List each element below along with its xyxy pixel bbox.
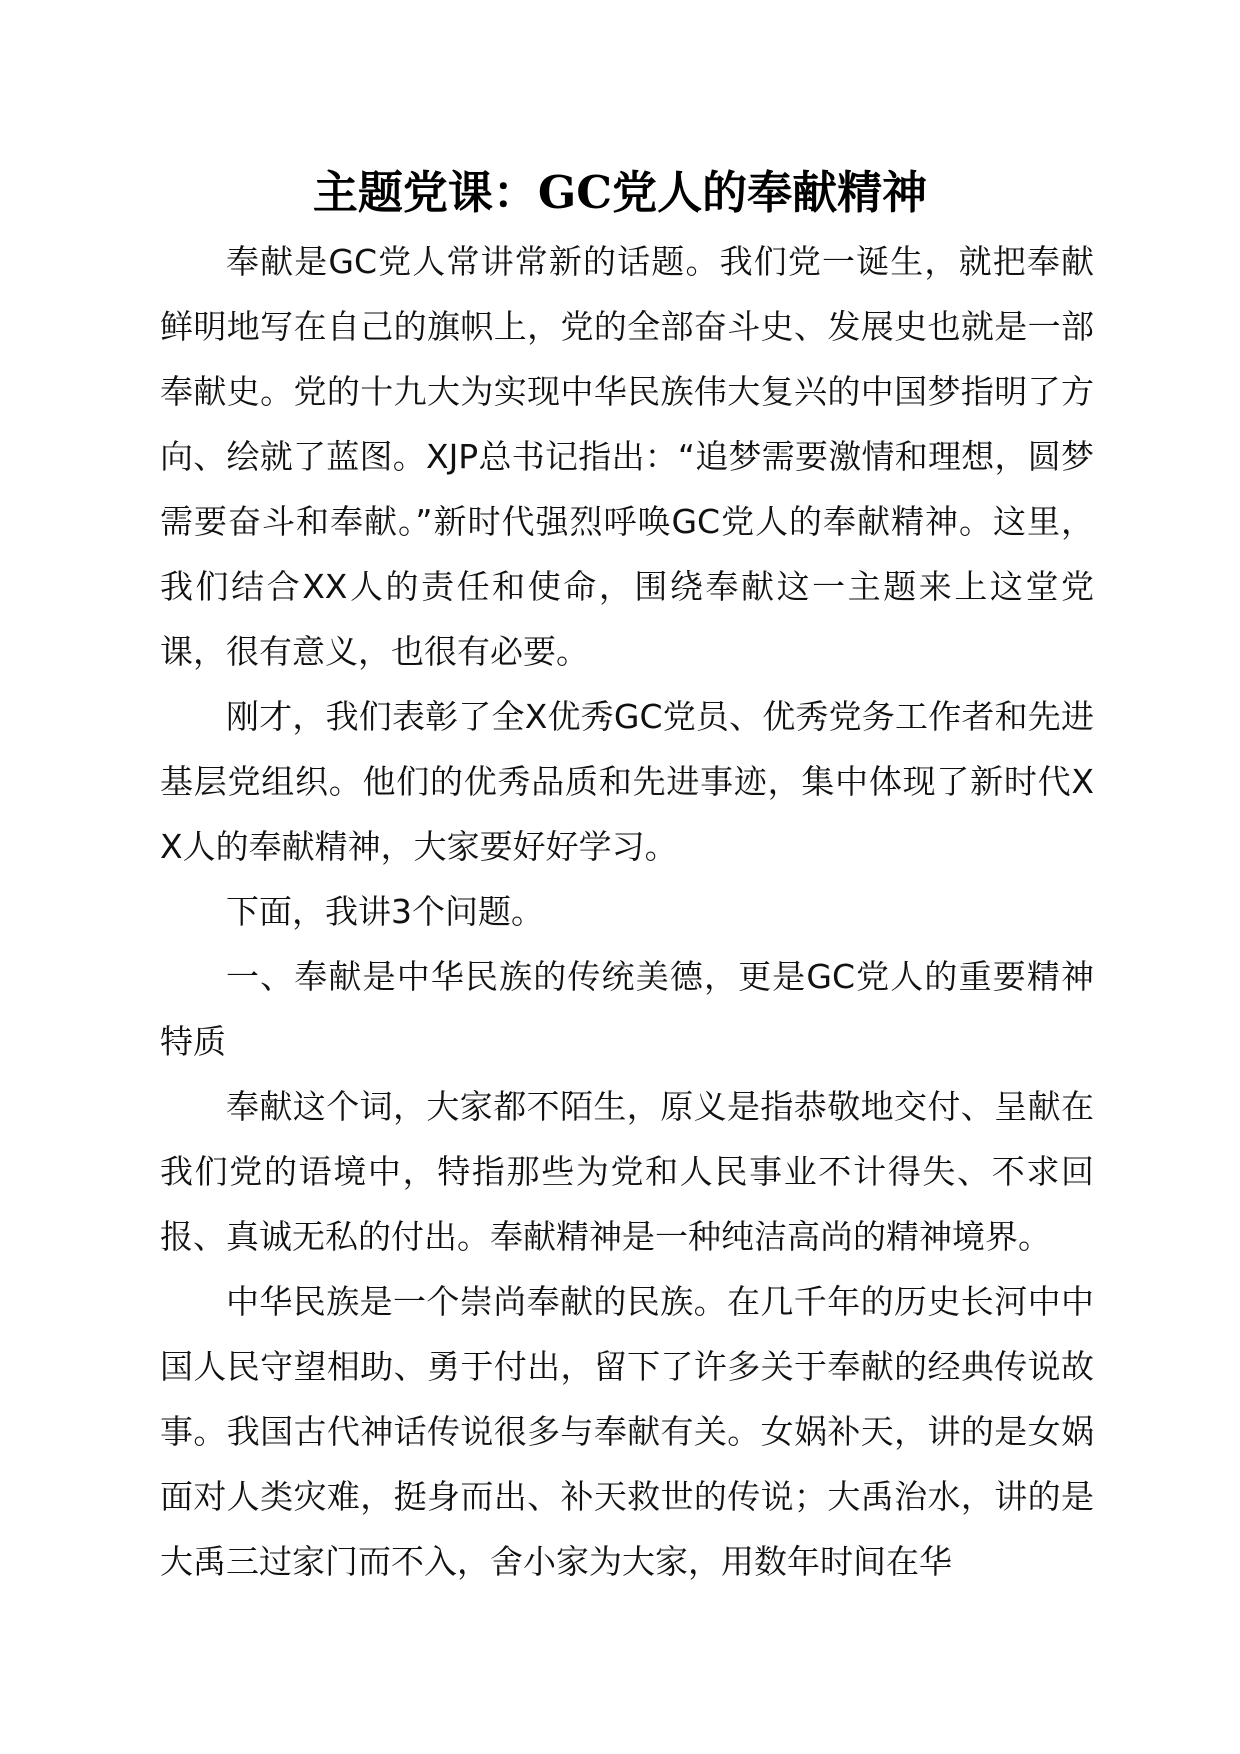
paragraph-intro: 奉献是GC党人常讲常新的话题。我们党一诞生，就把奉献鲜明地写在自己的旗帜上，党的全部奋斗史、发展史也就是一部奉献史。党的十九大为实现中华民族伟大复兴的中国梦指明了方向、绘就了蓝图。XJP总书记指出：“追梦需要激情和理想，圆梦需要奋斗和奉献。”新时代强烈呼唤GC党人的奉献精神。这里，我们结合XX人的责任和使命，围绕奉献这一主题来上这堂党课，很有意义，也很有必要。 — [160, 242, 1094, 671]
section-heading-1: 一、奉献是中华民族的传统美德，更是GC党人的重要精神特质 — [160, 957, 1094, 1061]
document-body — [160, 229, 1094, 1594]
paragraph-outline: 下面，我讲3个问题。 — [226, 892, 544, 931]
paragraph-history: 中华民族是一个崇尚奉献的民族。在几千年的历史长河中中国人民守望相助、勇于付出，留下了许多关于奉献的经典传说故事。我国古代神话传说很多与奉献有关。女娲补天，讲的是女娲面对人类灾难，挺身而出、补天救世的传说；大禹治水，讲的是大禹三过家门而不入，舍小家为大家，用数年时间在华 — [160, 1282, 1094, 1581]
paragraph-definition: 奉献这个词，大家都不陌生，原义是指恭敬地交付、呈献在我们党的语境中，特指那些为党和人民事业不计得失、不求回报、真诚无私的付出。奉献精神是一种纯洁高尚的精神境界。 — [160, 1087, 1094, 1256]
document-title: 主题党课：GC党人的奉献精神 — [312, 166, 928, 219]
paragraph-commendation: 刚才，我们表彰了全X优秀GC党员、优秀党务工作者和先进基层党组织。他们的优秀品质和先进事迹，集中体现了新时代XX人的奉献精神，大家要好好学习。 — [160, 697, 1094, 866]
